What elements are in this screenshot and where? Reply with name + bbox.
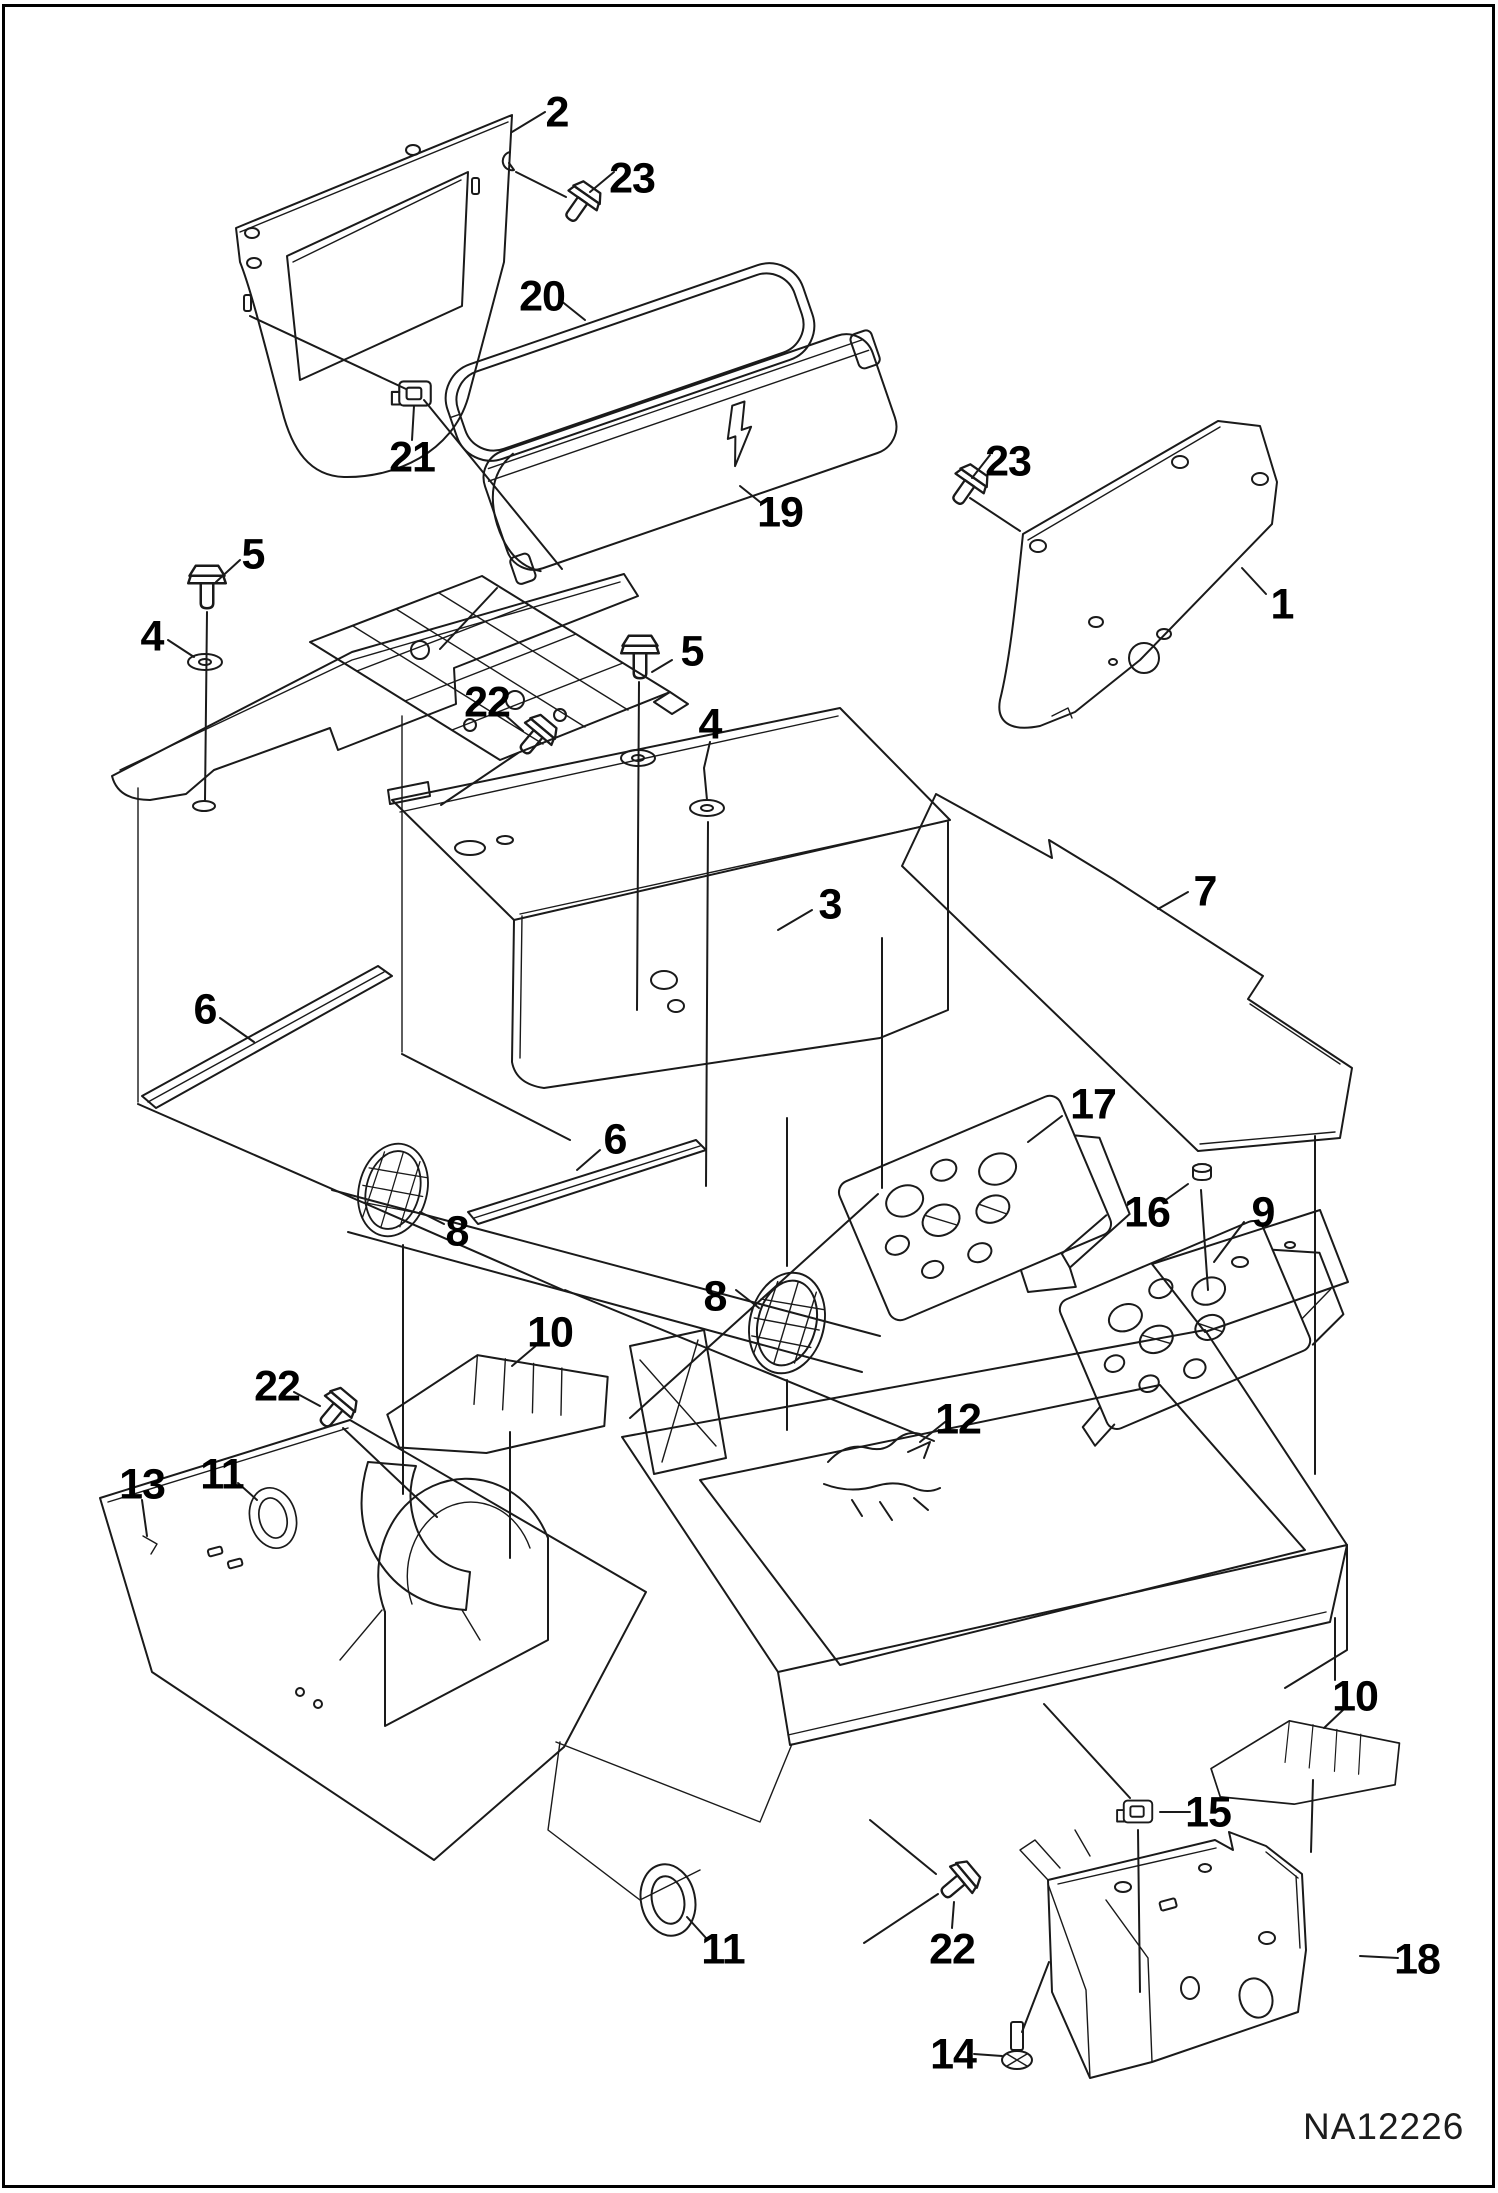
callout-19: 19 [757,488,803,537]
callout-23-upper: 23 [609,154,655,203]
callout-17: 17 [1070,1080,1116,1129]
callout-3: 3 [818,880,842,929]
callout-14: 14 [930,2030,976,2079]
drawing-number: NA12226 [1303,2106,1465,2147]
part-20-seal [436,254,824,471]
part-15-clip [1117,1801,1152,1823]
part-11-grommet-left [243,1483,303,1554]
callout-6-right: 6 [603,1115,627,1164]
part-10-tread-right [1205,1691,1412,1838]
part-9-pedal-plate [1034,1201,1354,1447]
part-13-sheet-panel [100,1420,646,1860]
part-22-bolt-bottom [932,1856,984,1908]
callout-22-lower-left: 22 [254,1362,300,1411]
part-19-cover [475,325,911,585]
callout-11-bottom: 11 [701,1925,745,1974]
callout-8-right: 8 [703,1272,727,1321]
callout-12: 12 [935,1395,981,1444]
callout-4-right: 4 [698,700,722,749]
part-3-support-tray [112,574,950,1102]
callout-22-bottom: 22 [929,1925,975,1974]
bobcat-logo [824,1433,940,1520]
part-1-side-panel [999,421,1277,728]
callout-20: 20 [519,272,565,321]
callout-4-left: 4 [140,612,164,661]
part-18-bracket [1020,1830,1306,2078]
callout-1: 1 [1270,580,1294,629]
callout-13: 13 [119,1460,165,1509]
part-6-strip-left [142,966,392,1108]
lightning-bolt-icon [716,401,763,466]
callout-9: 9 [1251,1188,1275,1237]
part-5-bolt-left [188,566,226,609]
callout-5-left: 5 [241,530,265,579]
part-22-bolt-lower-left [310,1383,362,1435]
part-8-cap-right [739,1265,835,1382]
callout-15: 15 [1185,1788,1231,1837]
callout-5-right: 5 [680,627,704,676]
part-6-strip-right [468,1140,706,1224]
callout-7: 7 [1193,867,1217,916]
callout-21: 21 [389,433,435,482]
callout-10-left: 10 [527,1308,573,1357]
part-7-flat-panel [902,794,1352,1151]
projection-lines [138,172,1315,2032]
leader-lines [142,112,1398,2056]
part-11-grommet-bottom [634,1859,702,1941]
callout-11-left: 11 [200,1450,244,1499]
callout-2: 2 [545,88,569,137]
callout-18: 18 [1394,1935,1440,1984]
callout-10-right: 10 [1332,1672,1378,1721]
callout-6-left: 6 [193,985,217,1034]
part-16-nut [1193,1164,1211,1180]
part-8-cap-left [349,1136,438,1244]
part-2-rear-panel [236,115,512,477]
callout-8-left: 8 [445,1207,469,1256]
callout-23-right: 23 [985,437,1031,486]
part-14-screw [1002,2022,1032,2069]
callout-22-middle: 22 [464,678,510,727]
callout-16: 16 [1124,1188,1170,1237]
